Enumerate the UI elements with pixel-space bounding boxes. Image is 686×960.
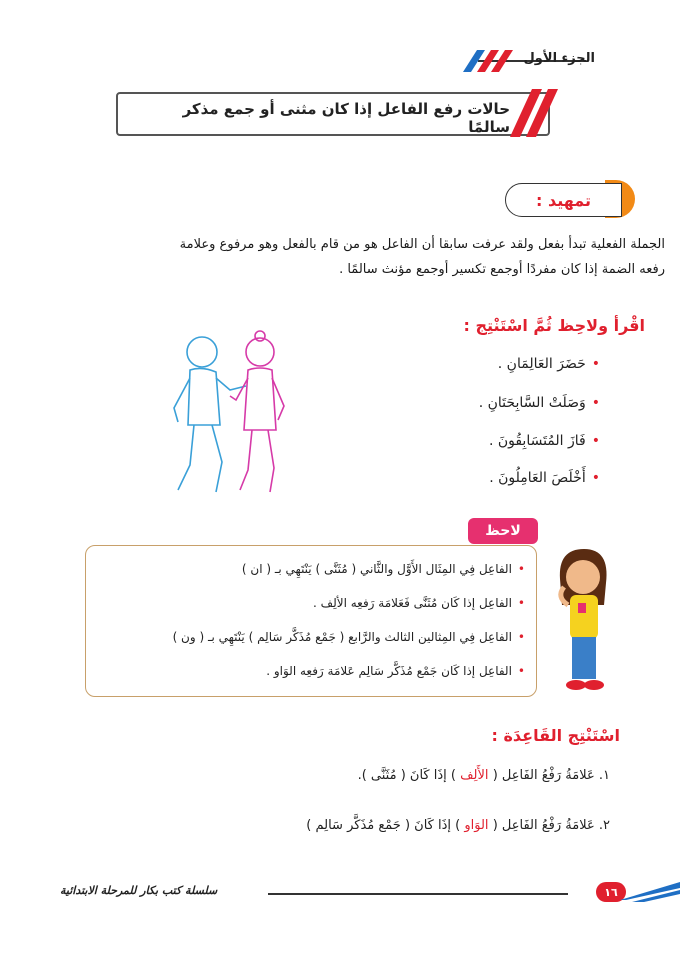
rule-heading: اسْتَنْتِج القَاعِدَة : bbox=[491, 726, 620, 745]
example-item: •فَازَ المُتَسَابِقُونَ . bbox=[488, 433, 600, 449]
bullet-icon: • bbox=[591, 395, 600, 411]
bullet-icon: • bbox=[517, 630, 525, 644]
notice-item: •الفاعِل فِي المِثَال الأَوَّل والثَّاني ( مُثَنَّى ) يَنْتَهِي بـ ( ان ) bbox=[241, 562, 525, 576]
notice-item: •الفاعِل إذا كَان جَمْع مُذَكَّر سَالِم عَلامَة رَفعِه الوَاو . bbox=[266, 664, 525, 678]
page-title: حالات رفع الفاعل إذا كان مثنى أو جمع مذكر سالمًا bbox=[182, 100, 510, 136]
intro-line: رفعه الضمة إذا كان مفردًا أوجمع تكسير أوجمع مؤنث سالمًا . bbox=[339, 262, 665, 277]
rule-highlight: الأَلِف bbox=[460, 768, 489, 783]
example-item: •حَضَرَ العَالِمَانِ . bbox=[497, 356, 600, 372]
notice-tag: لاحظ bbox=[468, 518, 538, 544]
running-children-illustration bbox=[160, 330, 310, 500]
bullet-icon: • bbox=[591, 433, 600, 449]
part-label: الجزء الأول bbox=[523, 51, 595, 66]
bullet-icon: • bbox=[517, 596, 525, 610]
rule-highlight: الوَاو bbox=[464, 818, 489, 833]
notice-item: •الفاعِل إذا كَان مُثَنَّى فَعَلامَة رَفعِه الألِف . bbox=[313, 596, 525, 610]
footer-stripes-decoration bbox=[620, 880, 680, 902]
rule-item: ١. عَلامَةُ رَفْعُ الفَاعِل ( الأَلِف ) إذَا كَانَ ( مُثَنَّى ). bbox=[357, 768, 610, 783]
read-observe-heading: اقْرأ ولاحِظ ثُمَّ اسْتَنْتِج : bbox=[463, 316, 645, 335]
rule-item: ٢. عَلامَةُ رَفْعُ الفَاعِل ( الوَاو ) إذَا كَانَ ( جَمْع مُذَكَّر سَالِم ) bbox=[306, 818, 610, 833]
series-footer: سلسلة كتب بكار للمرحلة الابتدائية bbox=[60, 884, 218, 897]
page-number: ١٦ bbox=[596, 882, 626, 902]
title-flag-decoration bbox=[500, 85, 570, 141]
bullet-icon: • bbox=[591, 470, 600, 486]
intro-paragraph bbox=[35, 232, 665, 282]
thinking-girl-illustration bbox=[548, 545, 618, 693]
bullet-icon: • bbox=[591, 356, 600, 372]
intro-heading: تمهيد : bbox=[505, 183, 622, 217]
bullet-icon: • bbox=[517, 562, 525, 576]
footer-rule bbox=[268, 893, 568, 895]
bullet-icon: • bbox=[517, 664, 525, 678]
notice-item: •الفاعِل فِي المِثالين الثالث والرَّابع ( جَمْع مُذَكَّر سَالِم ) يَنْتَهِي بـ ( ون ) bbox=[172, 630, 525, 644]
example-item: •أَخْلَصَ العَامِلُونَ . bbox=[489, 470, 600, 486]
example-item: •وَصَلَتْ السَّابِحَتَانِ . bbox=[478, 395, 600, 411]
intro-line: الجملة الفعلية تبدأ بفعل ولقد عرفت سابقا أن الفاعل هو من قام بالفعل وهو مرفوع وعلامة bbox=[179, 237, 665, 252]
